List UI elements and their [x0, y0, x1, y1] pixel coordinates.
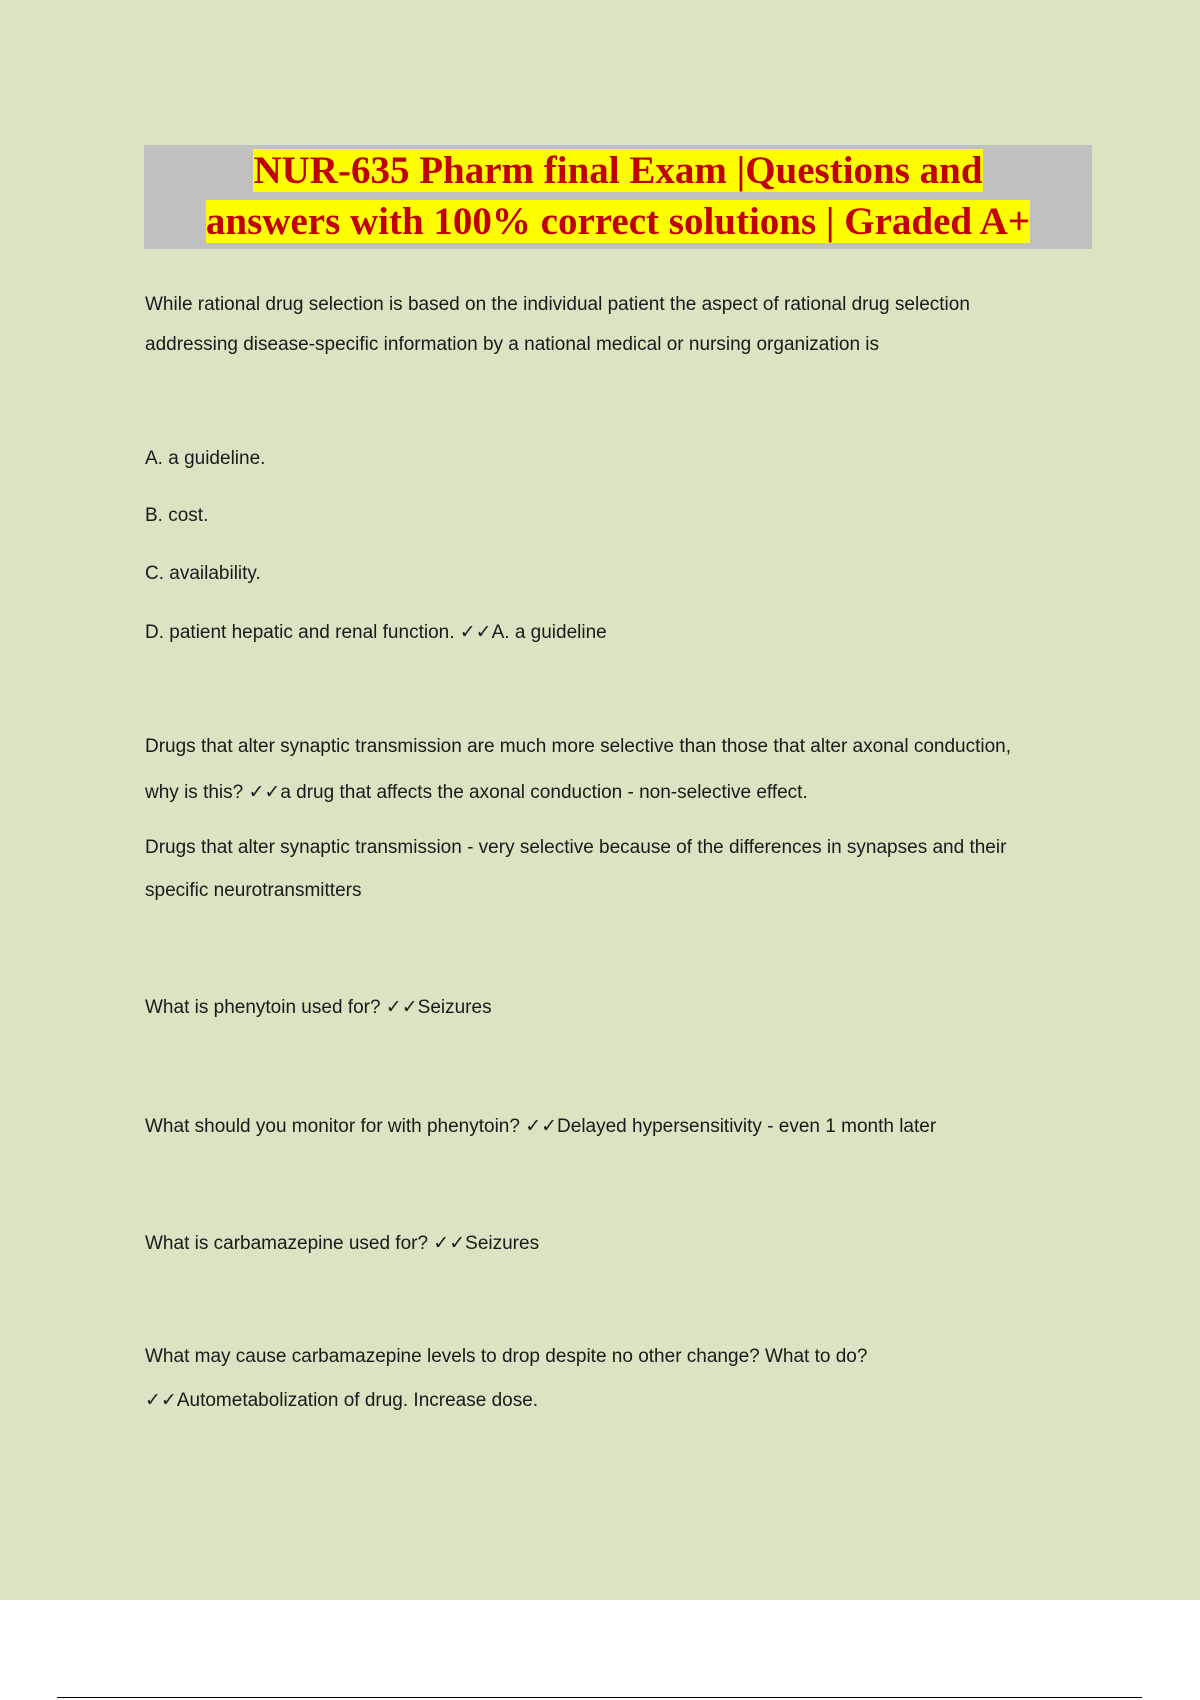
question-1-option-a: A. a guideline.: [145, 448, 266, 469]
question-6-line-2: ✓✓Autometabolization of drug. Increase dose.: [145, 1390, 539, 1411]
question-1-line-2: addressing disease-specific information by a national medical or nursing organization is: [145, 334, 880, 355]
document-title: [144, 145, 1092, 247]
question-1-option-b: B. cost.: [145, 505, 209, 526]
question-5: What is carbamazepine used for? ✓✓Seizures: [145, 1233, 540, 1254]
question-2-line-3: Drugs that alter synaptic transmission - very selective because of the differences in synapses and their: [145, 837, 1007, 858]
question-1-option-d: D. patient hepatic and renal function. ✓✓A. a guideline: [145, 622, 607, 643]
question-6-line-1: What may cause carbamazepine levels to drop despite no other change? What to do?: [145, 1346, 868, 1367]
title-line-1: NUR-635 Pharm final Exam |Questions and: [253, 149, 983, 192]
question-2-line-1: Drugs that alter synaptic transmission are much more selective than those that alter axonal conduction,: [145, 736, 1011, 757]
footer-divider: [57, 1697, 1142, 1698]
question-1-line-1: While rational drug selection is based on the individual patient the aspect of rational drug selection: [145, 294, 970, 315]
question-2-line-4: specific neurotransmitters: [145, 880, 362, 901]
question-3: What is phenytoin used for? ✓✓Seizures: [145, 997, 492, 1018]
title-line-2: answers with 100% correct solutions | Graded A+: [205, 200, 1031, 243]
question-1-option-c: C. availability.: [145, 563, 261, 584]
question-4: What should you monitor for with phenytoin? ✓✓Delayed hypersensitivity - even 1 month later: [145, 1116, 937, 1137]
question-2-line-2: why is this? ✓✓a drug that affects the axonal conduction - non-selective effect.: [145, 782, 808, 803]
